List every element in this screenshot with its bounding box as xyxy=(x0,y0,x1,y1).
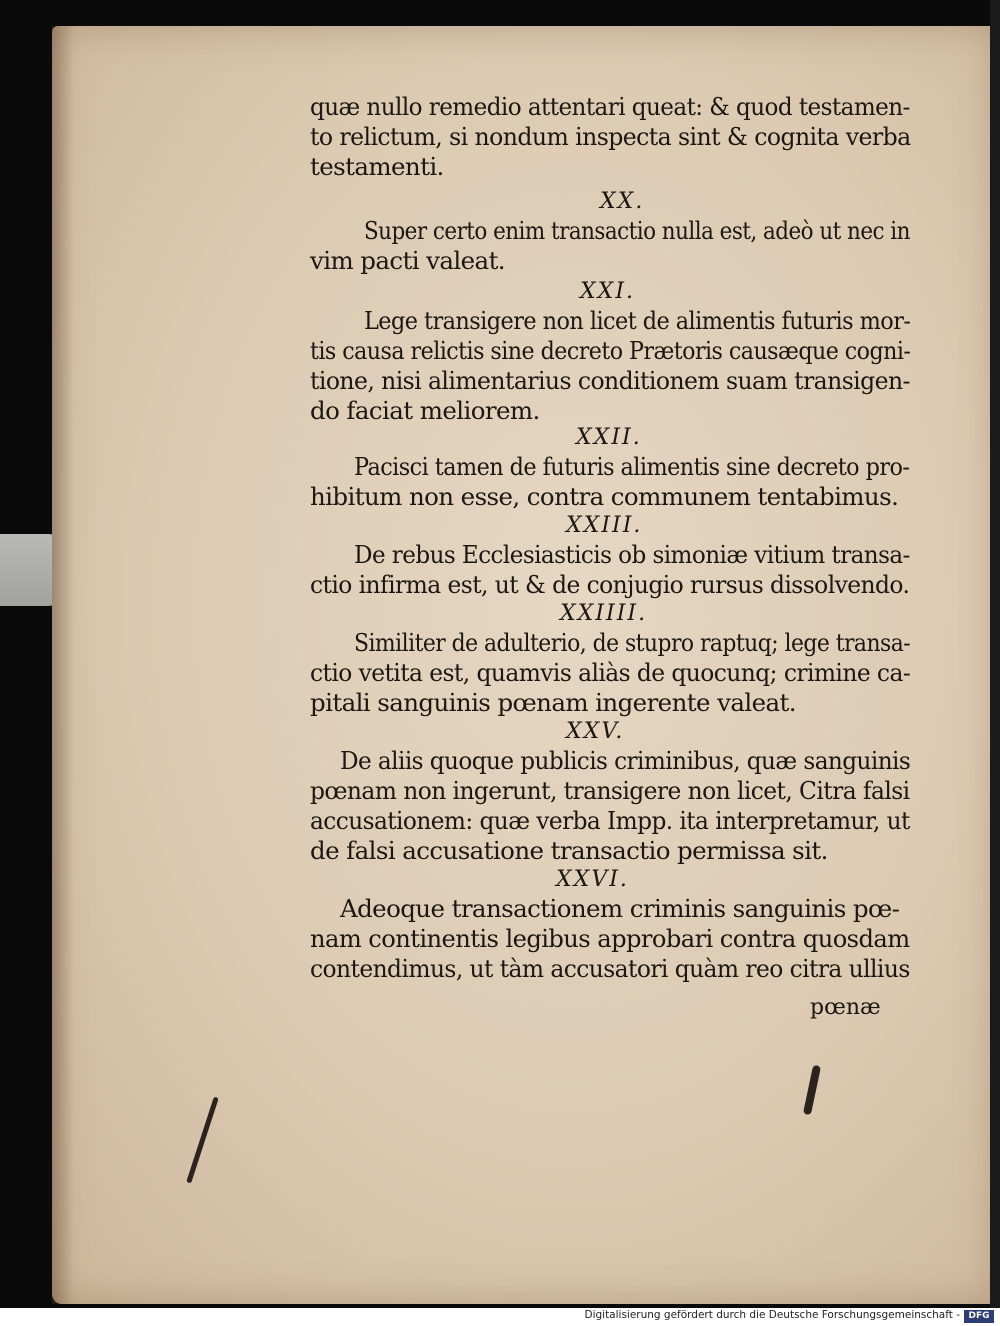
text-line: Pacisci tamen de futuris alimentis sine decreto pro- xyxy=(354,452,910,481)
text-line: nam continentis legibus approbari contra quosdam xyxy=(310,924,910,953)
footer-credit: Digitalisierung gefördert durch die Deutsche Forschungsgemeinschaft - xyxy=(584,1309,960,1321)
text-line: vim pacti valeat. xyxy=(310,246,505,275)
footer-bar xyxy=(0,1308,1000,1326)
page-gutter-shadow xyxy=(52,26,74,1304)
text-line: tione, nisi alimentarius conditionem suam transigen- xyxy=(310,366,910,395)
section-heading-xxii: XXII. xyxy=(576,425,642,450)
text-line: Lege transigere non licet de alimentis futuris mor- xyxy=(364,306,911,335)
right-edge xyxy=(990,0,1000,1308)
text-line: accusationem: quæ verba Impp. ita interpretamur, ut xyxy=(310,806,910,835)
text-line: do faciat meliorem. xyxy=(310,396,540,425)
text-line: quæ nullo remedio attentari queat: & quod testamen- xyxy=(310,92,910,121)
dfg-logo: DFG xyxy=(964,1310,994,1323)
text-line: contendimus, ut tàm accusatori quàm reo citra ullius xyxy=(310,954,910,983)
text-line: De aliis quoque publicis criminibus, quæ sanguinis xyxy=(340,746,911,775)
section-heading-xxiiii: XXIIII. xyxy=(560,601,648,626)
text-line: pitali sanguinis pœnam ingerente valeat. xyxy=(310,688,796,717)
text-line: de falsi accusatione transactio permissa sit. xyxy=(310,836,828,865)
text-line: Adeoque transactionem criminis sanguinis pœ- xyxy=(340,894,900,923)
text-line: pœnam non ingerunt, transigere non licet, Citra falsi xyxy=(310,776,910,805)
text-line: to relictum, si nondum inspecta sint & cognita verba xyxy=(310,122,911,151)
text-line: Similiter de adulterio, de stupro raptuq; lege transa- xyxy=(354,628,911,657)
section-heading-xxvi: XXVI. xyxy=(556,867,629,892)
text-line: ctio vetita est, quamvis aliàs de quocunq; crimine ca- xyxy=(310,658,911,687)
text-line: ctio infirma est, ut & de conjugio rursus dissolvendo. xyxy=(310,570,910,599)
catchword: pœnæ xyxy=(810,995,881,1020)
section-heading-xxi: XXI. xyxy=(580,279,636,304)
text-line: testamenti. xyxy=(310,152,444,181)
section-heading-xxv: XXV. xyxy=(566,719,625,744)
section-heading-xx: XX. xyxy=(600,189,645,214)
section-heading-xxiii: XXIII. xyxy=(566,513,643,538)
text-line: Super certo enim transactio nulla est, adeò ut nec in xyxy=(364,216,910,245)
text-line: De rebus Ecclesiasticis ob simoniæ vitium transa- xyxy=(354,540,910,569)
text-line: hibitum non esse, contra communem tentabimus. xyxy=(310,482,899,511)
text-line: tis causa relictis sine decreto Prætoris causæque cogni- xyxy=(310,336,911,365)
